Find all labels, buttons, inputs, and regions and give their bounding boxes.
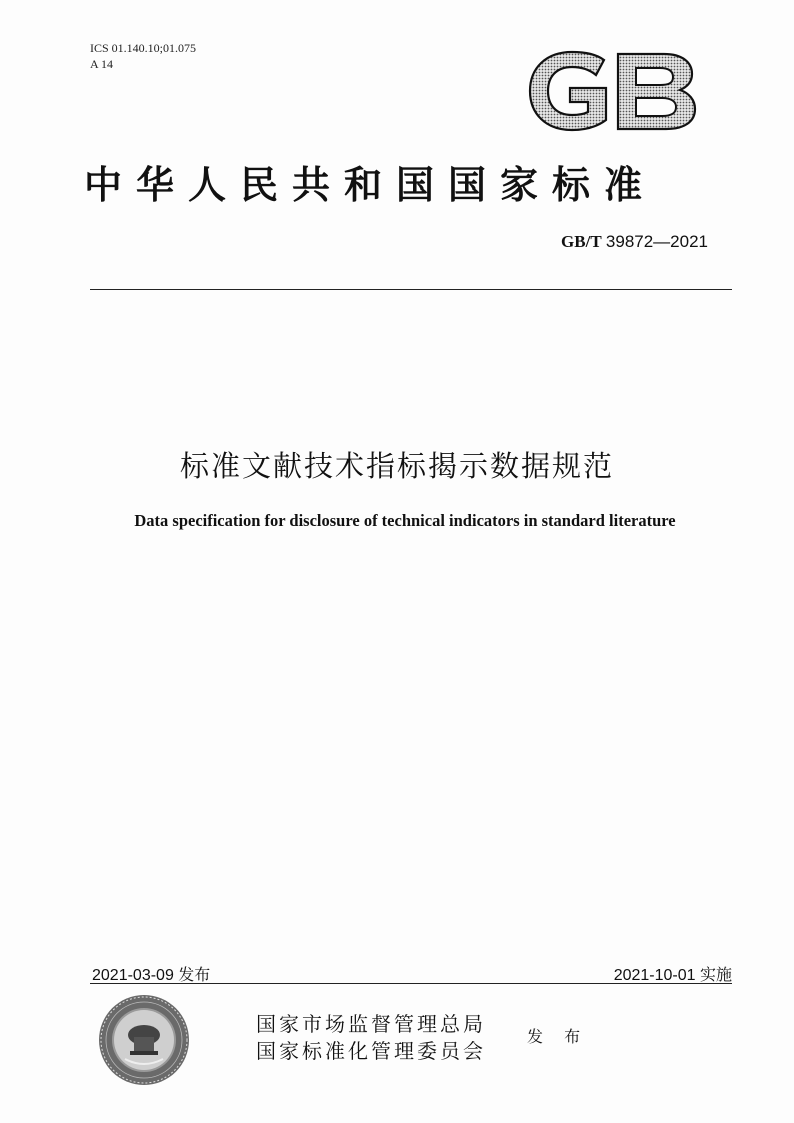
implementation-date-value: 2021-10-01 bbox=[613, 967, 696, 984]
publish-label: 发 布 bbox=[527, 1027, 589, 1046]
classification-codes bbox=[90, 40, 196, 72]
issue-date bbox=[92, 962, 210, 985]
implementation-date bbox=[614, 962, 732, 985]
standard-number bbox=[561, 232, 708, 252]
issuer-samr: 国家市场监督管理总局 bbox=[256, 1012, 486, 1036]
document-title-cn: 标准文献技术指标揭示数据规范 bbox=[179, 449, 614, 483]
issuer-sac: 国家标准化管理委员会 bbox=[256, 1039, 486, 1063]
issuing-authorities bbox=[256, 1011, 486, 1065]
bottom-divider bbox=[90, 983, 732, 984]
gb-logo-icon bbox=[526, 50, 698, 132]
standard-number-prefix: GB/T bbox=[561, 232, 602, 251]
top-divider bbox=[90, 289, 732, 290]
ics-code: ICS 01.140.10;01.075 bbox=[90, 41, 197, 55]
standard-number-value: 39872—2021 bbox=[605, 232, 708, 251]
implementation-date-label: 实施 bbox=[699, 965, 732, 984]
national-standard-title: 中华人民共和国国家标准 bbox=[84, 163, 657, 207]
document-title-en: Data specification for disclosure of technical indicators in standard literature bbox=[134, 511, 676, 530]
issue-date-label: 发布 bbox=[178, 965, 211, 984]
official-seal-icon bbox=[97, 993, 191, 1087]
ccs-code: A 14 bbox=[90, 57, 114, 71]
issue-date-value: 2021-03-09 bbox=[92, 967, 174, 984]
